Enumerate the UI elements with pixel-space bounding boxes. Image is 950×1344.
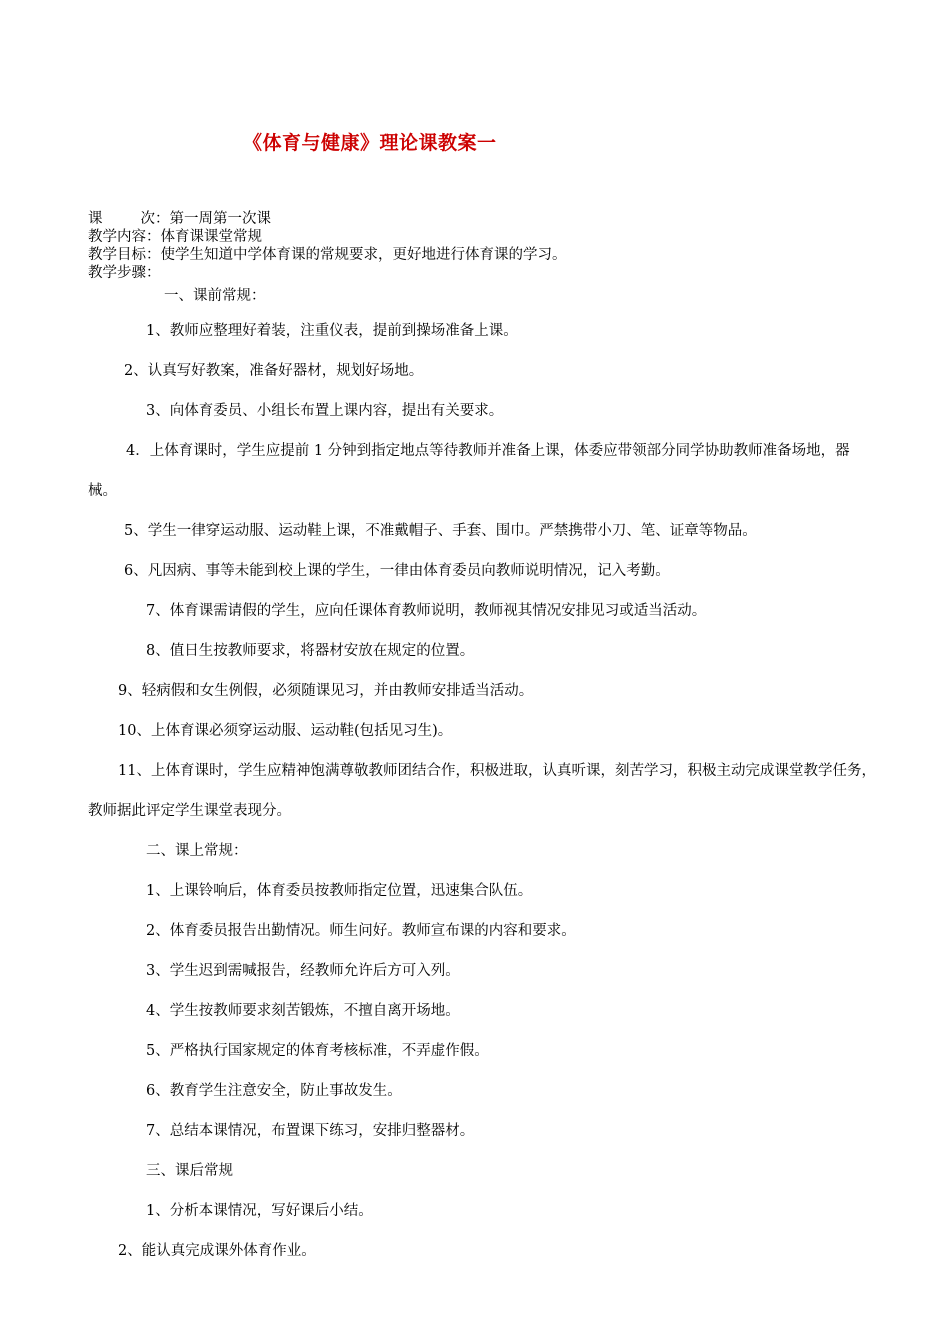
list-item: 1、分析本课情况，写好课后小结。 <box>146 1203 373 1219</box>
meta-steps <box>88 264 161 282</box>
meta-goal-label: 教学目标： <box>88 247 161 263</box>
list-item: 7、体育课需请假的学生，应向任课体育教师说明，教师视其情况安排见习或适当活动。 <box>146 603 707 619</box>
list-item: 4．上体育课时，学生应提前 1 分钟到指定地点等待教师并准备上课，体委应带领部分同学协助教师准备场地，器械。 <box>88 443 850 499</box>
list-item: 3、学生迟到需喊报告，经教师允许后方可入列。 <box>146 963 460 979</box>
meta-content <box>88 228 262 246</box>
section-heading-before: 一、课前常规： <box>164 288 266 304</box>
meta-steps-label: 教学步骤： <box>88 265 161 281</box>
meta-content-label: 教学内容： <box>88 229 161 245</box>
list-item: 7、总结本课情况，布置课下练习，安排归整器材。 <box>146 1123 475 1139</box>
section-heading-after: 三、课后常规 <box>146 1163 233 1179</box>
section-heading-during: 二、课上常规： <box>146 843 248 859</box>
meta-lesson-label: 课 次： <box>88 211 170 227</box>
meta-content-value: 体育课课堂常规 <box>160 229 262 245</box>
list-item: 11、上体育课时，学生应精神饱满尊敬教师团结合作，积极进取，认真听课，刻苦学习，积极主动完成课堂教学任务，教师据此评定学生课堂表现分。 <box>88 763 876 819</box>
list-item: 2、能认真完成课外体育作业。 <box>118 1243 316 1259</box>
list-item: 6、凡因病、事等未能到校上课的学生，一律由体育委员向教师说明情况，记入考勤。 <box>124 563 670 579</box>
list-item: 9、轻病假和女生例假，必须随课见习，并由教师安排适当活动。 <box>118 683 534 699</box>
list-item: 3、向体育委员、小组长布置上课内容，提出有关要求。 <box>146 403 504 419</box>
meta-goal <box>88 246 567 264</box>
meta-goal-value: 使学生知道中学体育课的常规要求，更好地进行体育课的学习。 <box>160 247 567 263</box>
list-item: 6、教育学生注意安全，防止事故发生。 <box>146 1083 402 1099</box>
list-item: 2、认真写好教案，准备好器材，规划好场地。 <box>124 363 424 379</box>
list-item: 5、学生一律穿运动服、运动鞋上课，不准戴帽子、手套、围巾。严禁携带小刀、笔、证章等物品。 <box>124 523 757 539</box>
list-item: 10、上体育课必须穿运动服、运动鞋(包括见习生)。 <box>118 723 453 739</box>
meta-lesson <box>88 210 271 228</box>
list-item: 1、教师应整理好着装，注重仪表，提前到操场准备上课。 <box>146 323 518 339</box>
list-item: 4、学生按教师要求刻苦锻炼，不擅自离开场地。 <box>146 1003 460 1019</box>
document-title: 《体育与健康》理论课教案一 <box>243 132 497 154</box>
list-item: 1、上课铃响后，体育委员按教师指定位置，迅速集合队伍。 <box>146 883 533 899</box>
list-item: 2、体育委员报告出勤情况。师生问好。教师宣布课的内容和要求。 <box>146 923 576 939</box>
meta-lesson-value: 第一周第一次课 <box>169 211 271 227</box>
list-item: 8、值日生按教师要求，将器材安放在规定的位置。 <box>146 643 475 659</box>
list-item: 5、严格执行国家规定的体育考核标准，不弄虚作假。 <box>146 1043 489 1059</box>
